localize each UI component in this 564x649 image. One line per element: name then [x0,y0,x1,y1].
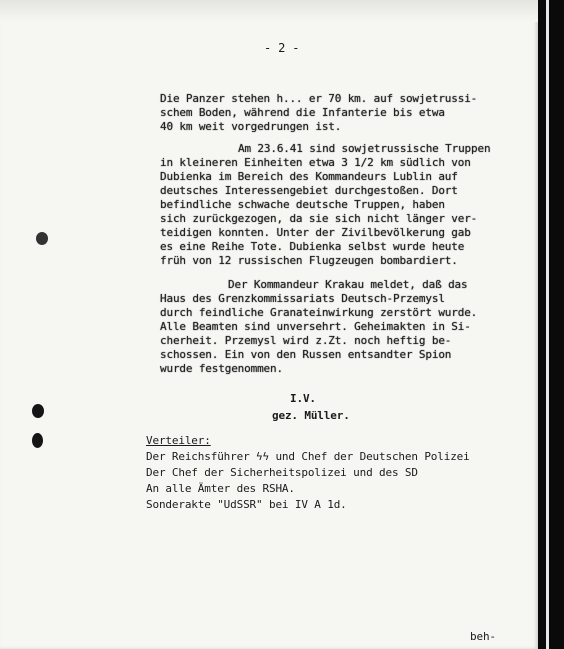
body-line: Alle Beamten sind unversehrt. Geheimakten in Si- [160,320,471,333]
body-line: durch feindliche Granateinwirkung zerstört wurde. [160,306,478,319]
body-line: Am 23.6.41 sind sowjetrussische Truppen [238,142,491,155]
body-line: Haus des Grenzkommissariats Deutsch-Przemysl [160,292,445,305]
continuation-word: beh- [470,630,496,643]
body-line: wurde festgenommen. [160,362,283,375]
punch-hole-1 [36,232,48,245]
punch-hole-2 [32,404,44,418]
scan-top-strip [0,0,538,22]
body-line: sich zurückgezogen, da sie sich nicht länger ver- [160,212,478,225]
body-line: deutsches Interessengebiet durchgestoßen. Dort [160,184,458,197]
signature-line: I.V. [290,392,316,405]
body-line: Der Kommandeur Krakau meldet, daß das [228,278,468,291]
distribution-line: Sonderakte "UdSSR" bei IV A 1d. [146,498,347,511]
body-line: in kleineren Einheiten etwa 3 1/2 km südlich von [160,156,471,169]
body-line: Die Panzer stehen h... er 70 km. auf sowjetrussi- [160,92,478,105]
distribution-heading: Verteiler: [146,434,211,447]
body-line: teidigen konnten. Unter der Zivilbevölkerung gab [160,226,471,239]
body-line: Dubienka im Bereich des Kommandeurs Lublin auf [160,170,458,183]
scan-edge-line [546,0,549,649]
distribution-line: An alle Ämter des RSHA. [146,482,295,495]
distribution-line: Der Chef der Sicherheitspolizei und des SD [146,466,418,479]
body-line: früh von 12 russischen Flugzeugen bombardiert. [160,254,458,267]
body-line: schem Boden, während die Infanterie bis etwa [160,106,445,119]
body-line: es eine Reihe Tote. Dubienka selbst wurde heute [160,240,465,253]
body-line: schossen. Ein von den Russen entsandter Spion [160,348,452,361]
body-line: befindliche schwache deutsche Truppen, haben [160,198,445,211]
scan-right-edge [538,0,564,649]
distribution-line: Der Reichsführer ϟϟ und Chef der Deutschen Polizei [146,450,470,463]
page-number: - 2 - [264,41,300,55]
signature-line: gez. Müller. [272,409,350,422]
punch-hole-3 [32,433,43,448]
body-line: 40 km weit vorgedrungen ist. [160,120,342,133]
body-line: cherheit. Przemysl wird z.Zt. noch heftig be- [160,334,452,347]
